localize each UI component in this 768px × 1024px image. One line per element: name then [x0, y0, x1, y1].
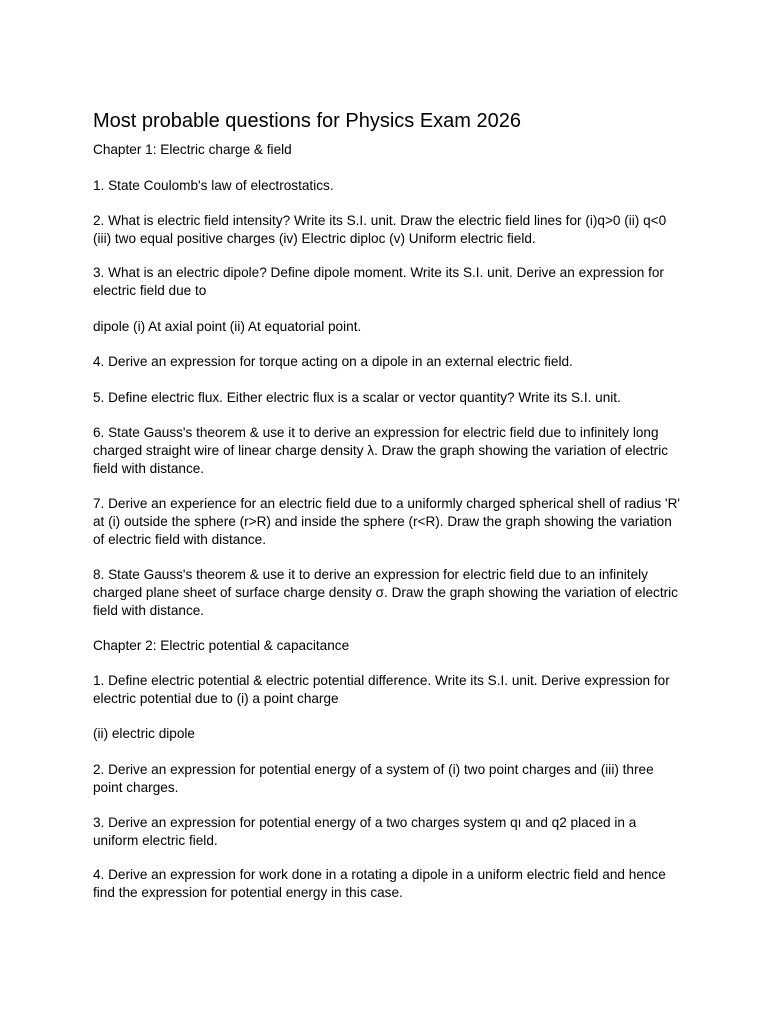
document-title: Most probable questions for Physics Exam 2026 [93, 110, 521, 132]
chapter-1-heading: Chapter 1: Electric charge & field [93, 142, 292, 157]
question-1-2: 2. What is electric field intensity? Write its S.I. unit. Draw the electric field lines for (i)q>0 (ii) q<0 (iii) two equal positive charges (iv) Electric diploc (v) Uniform electric field. [93, 213, 667, 246]
question-1-4: 4. Derive an expression for torque acting on a dipole in an external electric field. [93, 354, 573, 369]
question-1-7: 7. Derive an experience for an electric field due to a uniformly charged spherical shell of radius 'R' at (i) outside the sphere (r>R) and inside the sphere (r<R). Draw the graph showing the variation of electric field with distance. [93, 496, 681, 547]
question-1-3-continued: dipole (i) At axial point (ii) At equatorial point. [93, 319, 362, 334]
question-2-2: 2. Derive an expression for potential energy of a system of (i) two point charges and (iii) three point charges. [93, 762, 654, 795]
question-2-1: 1. Define electric potential & electric potential difference. Write its S.I. unit. Derive expression for electric potential due to (i) a point charge [93, 673, 670, 706]
chapter-2-heading: Chapter 2: Electric potential & capacitance [93, 638, 350, 653]
question-1-1: 1. State Coulomb's law of electrostatics. [93, 178, 334, 193]
question-1-8: 8. State Gauss's theorem & use it to derive an expression for electric field due to an infinitely charged plane sheet of surface charge density σ. Draw the graph showing the variation of electric field with distance. [93, 567, 678, 618]
question-2-3: 3. Derive an expression for potential energy of a two charges system qı and q2 placed in a uniform electric field. [93, 815, 637, 848]
question-1-5: 5. Define electric flux. Either electric flux is a scalar or vector quantity? Write its S.I. unit. [93, 390, 621, 405]
question-2-1-continued: (ii) electric dipole [93, 726, 195, 741]
question-1-6: 6. State Gauss's theorem & use it to derive an expression for electric field due to infinitely long charged straight wire of linear charge density λ. Draw the graph showing the variation of electric field with distance. [93, 425, 669, 476]
question-2-4: 4. Derive an expression for work done in a rotating a dipole in a uniform electric field and hence find the expression for potential energy in this case. [93, 867, 666, 900]
question-1-3: 3. What is an electric dipole? Define dipole moment. Write its S.I. unit. Derive an expression for electric field due to [93, 265, 664, 298]
